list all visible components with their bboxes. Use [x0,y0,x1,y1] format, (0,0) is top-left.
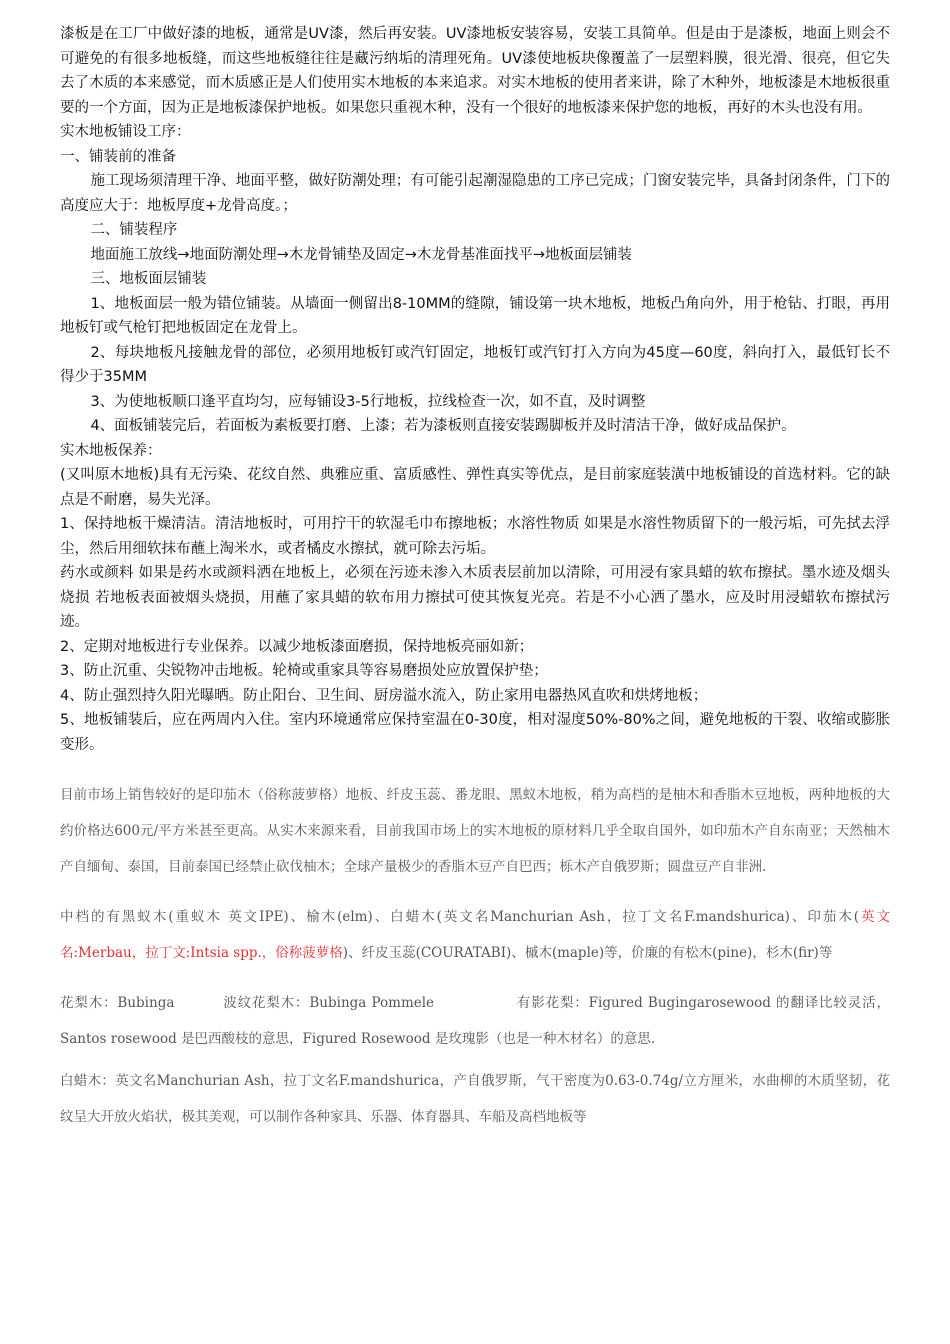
rosewood-term-3: 有影花梨：Figured Bugingarosewood 的翻译比较灵活，Santos rosewood 是巴西酸枝的意思，Figured Rosewood 是玫瑰影（也是一种木材名）的意思. [60,995,890,1047]
maintenance-item-5: 5、地板铺装后，应在两周内入住。室内环境通常应保持室温在0-30度，相对湿度50%-80%之间，避免地板的干裂、收缩或膨胀变形。 [60,712,890,753]
procedure-steps: 地面施工放线→地面防潮处理→木龙骨铺垫及固定→木龙骨基准面找平→地板面层铺装 [90,246,633,263]
preparation-heading: 一、铺装前的准备 [60,148,176,165]
maintenance-stains: 药水或颜料 如果是药水或颜料洒在地板上，必须在污迹未渗入木质表层前加以清除，可用浸有家具蜡的软布擦拭。墨水迹及烟头烧损 若地板表面被烟头烧损，用蘸了家具蜡的软布用力擦拭可使其恢复光亮。若是不小心洒了墨水，应及时用浸蜡软布擦拭污迹。 [60,565,890,630]
surface-installation-heading: 三、地板面层铺装 [90,271,207,287]
maintenance-item-3: 3、防止沉重、尖锐物冲击地板。轮椅或重家具等容易磨损处应放置保护垫； [60,663,548,679]
preparation-paragraph: 施工现场须清理干净、地面平整，做好防潮处理；有可能引起潮湿隐患的工序已完成；门窗安装完毕，具备封闭条件，门下的高度应大于：地板厚度+龙骨高度。； [60,173,890,214]
rosewood-term-2: 波纹花梨木：Bubinga Pommele [222,995,435,1011]
mid-grade-paragraph [60,899,890,971]
maintenance-item-1: 1、保持地板干燥清洁。清洁地板时，可用拧干的软湿毛巾布擦地板；水溶性物质 如果是水溶性物质留下的一般污垢，可先拭去浮尘，然后用细软抹布蘸上淘米水，或者橘皮水擦拭，就可除去污垢。 [60,516,890,557]
lacquer-board-paragraph: 漆板是在工厂中做好漆的地板，通常是UV漆，然后再安装。UV漆地板安装容易，安装工具简单。但是由于是漆板，地面上则会不可避免的有很多地板缝，而这些地板缝往往是藏污纳垢的清理死角。UV漆使地板块像覆盖了一层塑料膜，很光滑、很亮，但它失去了木质的本来感觉，而木质感正是人们使用实木地板的本来追求。对实木地板的使用者来讲，除了木种外，地板漆是木地板很重要的一个方面，因为正是地板漆保护地板。如果您只重视木种，没有一个很好的地板漆来保护您的地板，再好的木头也没有用。 [60,26,890,116]
document-page [60,22,890,1135]
market-paragraph: 目前市场上销售较好的是印茄木（俗称菠萝格）地板、纤皮玉蕊、番龙眼、黑蚁木地板，稍为高档的是柚木和香脂木豆地板，两种地板的大约价格达600元/平方米甚至更高。从实木来源来看，目前我国市场上的实木地板的原材料几乎全取自国外，如印茄木产自东南亚；天然柚木产自缅甸、泰国，目前泰国已经禁止砍伐柚木；全球产量极少的香脂木豆产自巴西；栎木产自俄罗斯；圆盘豆产自非洲. [60,787,890,875]
maintenance-item-4: 4、防止强烈持久阳光曝晒。防止阳台、卫生间、厨房溢水流入，防止家用电器热风直吹和烘烤地板； [60,687,708,704]
mid-grade-text-a: 中档的有黑蚁木(重蚁木 英文IPE)、榆木(elm)、白蜡木(英文名Manchurian Ash，拉丁文名F.mandshurica)、印茄木( [60,909,860,925]
merbau-highlight: 英文名:Merbau，拉丁文:Intsia spp.，俗称菠萝格 [60,909,891,961]
procedure-heading: 二、铺装程序 [90,222,178,238]
install-step-2: 2、每块地板凡接触龙骨的部位，必须用地板钉或汽钉固定，地板钉或汽钉打入方向为45度—60度，斜向打入，最低钉长不得少于35MM [60,344,890,385]
flooring-guide-section [60,22,890,757]
install-step-3: 3、为使地板顺口逢平直均匀，应每铺设3-5行地板，拉线检查一次，如不直，及时调整 [90,393,646,410]
maintenance-item-2: 2、定期对地板进行专业保养。以减少地板漆面磨损，保持地板亮丽如新； [60,638,534,655]
maintenance-intro: (又叫原木地板)具有无污染、花纹自然、典雅应重、富质感性、弹性真实等优点，是目前家庭装潢中地板铺设的首选材料。它的缺点是不耐磨，易失光泽。 [60,467,890,508]
rosewood-paragraph [60,985,890,1057]
installation-process-heading: 实木地板铺设工序： [60,124,191,140]
mid-grade-text-b: )、纤皮玉蕊(COURATABI)、槭木(maple)等，价廉的有松木(pine)，杉木(fir)等 [342,945,833,961]
maintenance-heading: 实木地板保养： [60,442,162,459]
wood-species-section [60,777,890,1135]
rosewood-term-1: 花梨木：Bubinga [60,995,175,1011]
install-step-1: 1、地板面层一般为错位铺装。从墙面一侧留出8-10MM的缝隙，铺设第一块木地板，地板凸角向外，用于枪钻、打眼，再用地板钉或气枪钉把地板固定在龙骨上。 [60,295,890,336]
install-step-4: 4、面板铺装完后，若面板为素板要打磨、上漆；若为漆板则直接安装踢脚板并及时清洁干净，做好成品保护。 [90,418,796,434]
ash-paragraph: 白蜡木：英文名Manchurian Ash，拉丁文名F.mandshurica，产自俄罗斯，气干密度为0.63-0.74g/立方厘米，水曲柳的木质坚韧，花纹呈大开放火焰状，极其美观，可以制作各种家具、乐器、体育器具、车船及高档地板等 [60,1073,890,1125]
